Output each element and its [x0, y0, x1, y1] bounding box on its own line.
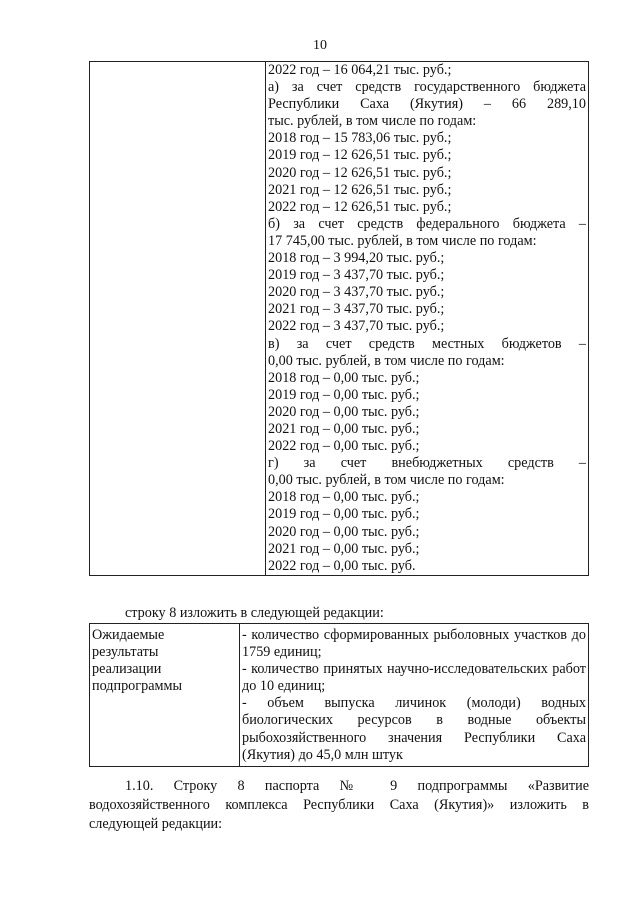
- paragraph-line: следующей редакции:: [89, 816, 223, 832]
- label-line: подпрограммы: [92, 678, 182, 695]
- budget-line: 2020 год – 0,00 тыс. руб.;: [268, 523, 420, 540]
- budget-line: в) за счет средств местных бюджетов –: [268, 335, 586, 352]
- budget-line: 2021 год – 12 626,51 тыс. руб.;: [268, 181, 452, 198]
- budget-line: тыс. рублей, в том числе по годам:: [268, 113, 477, 130]
- budget-line: а) за счет средств государственного бюджета: [268, 79, 586, 96]
- budget-line: 2022 год – 16 064,21 тыс. руб.;: [268, 62, 452, 78]
- budget-line: г) за счет внебюджетных средств –: [268, 455, 586, 472]
- budget-line: 2018 год – 0,00 тыс. руб.;: [268, 369, 420, 386]
- budget-line: 2022 год – 0,00 тыс. руб.: [268, 557, 416, 574]
- paragraph-line: 1.10. Строку 8 паспорта № 9 подпрограммы «Развитие: [125, 778, 589, 794]
- page-number: 10: [313, 38, 327, 53]
- budget-line: 2018 год – 0,00 тыс. руб.;: [268, 489, 420, 506]
- results-table: [89, 623, 589, 767]
- budget-line: 0,00 тыс. рублей, в том числе по годам:: [268, 472, 505, 489]
- budget-line: 2019 год – 0,00 тыс. руб.;: [268, 506, 420, 523]
- budget-line: 2022 год – 12 626,51 тыс. руб.;: [268, 198, 452, 215]
- budget-line: 2019 год – 12 626,51 тыс. руб.;: [268, 147, 452, 164]
- budget-table: [89, 61, 589, 576]
- table-row: [90, 62, 589, 576]
- table-label-cell: [90, 624, 240, 767]
- label-line: Ожидаемые: [92, 627, 165, 643]
- budget-line: 2021 год – 3 437,70 тыс. руб.;: [268, 301, 445, 318]
- table-right-cell: [266, 62, 589, 576]
- budget-line: 2018 год – 15 783,06 тыс. руб.;: [268, 130, 452, 147]
- budget-line: Республики Саха (Якутия) – 66 289,10: [268, 96, 586, 113]
- budget-line: 17 745,00 тыс. рублей, в том числе по годам:: [268, 232, 537, 249]
- budget-line: 2022 год – 0,00 тыс. руб.;: [268, 438, 420, 455]
- budget-line: 2021 год – 0,00 тыс. руб.;: [268, 540, 420, 557]
- budget-line: 2022 год – 3 437,70 тыс. руб.;: [268, 318, 445, 335]
- budget-line: 2019 год – 0,00 тыс. руб.;: [268, 386, 420, 403]
- label-line: результаты: [92, 644, 159, 661]
- table-left-cell: [90, 62, 266, 576]
- budget-line: 2019 год – 3 437,70 тыс. руб.;: [268, 267, 445, 284]
- paragraph-line: водохозяйственного комплекса Республики Саха (Якутия)» изложить в: [89, 797, 589, 813]
- budget-line: 0,00 тыс. рублей, в том числе по годам:: [268, 352, 505, 369]
- table-row: [90, 624, 589, 767]
- budget-line: 2021 год – 0,00 тыс. руб.;: [268, 420, 420, 437]
- table-value-cell: [240, 624, 589, 767]
- budget-line: б) за счет средств федерального бюджета –: [268, 215, 586, 232]
- instruction-text: строку 8 изложить в следующей редакции:: [125, 605, 384, 621]
- budget-line: 2018 год – 3 994,20 тыс. руб.;: [268, 250, 445, 267]
- budget-line: 2020 год – 3 437,70 тыс. руб.;: [268, 284, 445, 301]
- results-text: - количество сформированных рыболовных участков до 1759 единиц; - количество принятых научно-исследовательских работ до 10 единиц; - объем выпуска личинок (молоди) водных биологических ресурсов в водные объекты рыбохозяйственного значения Республики Саха (Якутия) до 45,0 млн штук: [242, 627, 586, 763]
- budget-line: 2020 год – 12 626,51 тыс. руб.;: [268, 164, 452, 181]
- label-line: реализации: [92, 661, 162, 678]
- budget-line: 2020 год – 0,00 тыс. руб.;: [268, 403, 420, 420]
